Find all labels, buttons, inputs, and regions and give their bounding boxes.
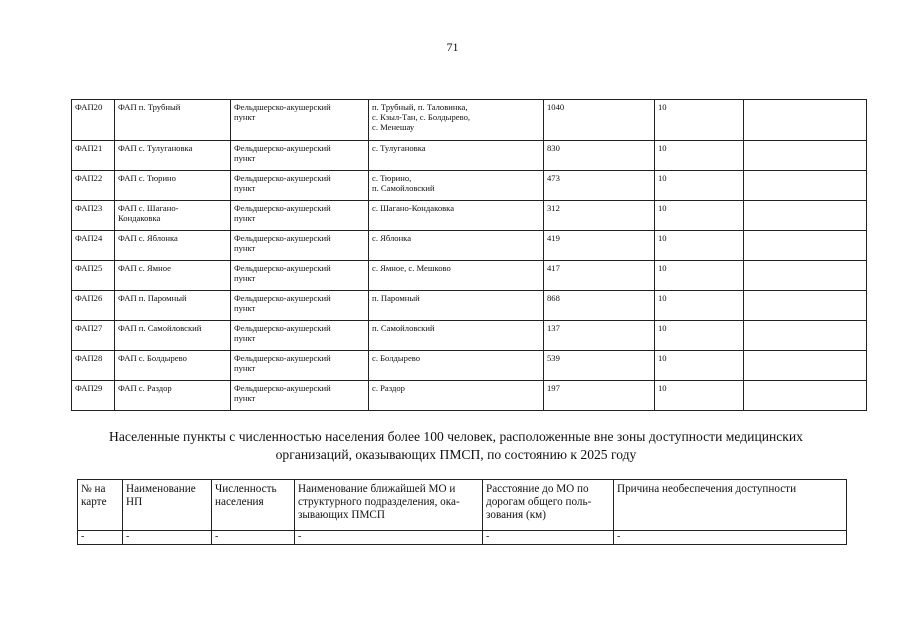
fap-code: ФАП28 [72,351,115,381]
header-reason: Причина необеспечения доступности [614,480,847,531]
fap-name: ФАП с. Тулугановка [115,141,231,171]
settlements-table [77,479,847,545]
fap-name: ФАП п. Трубный [115,100,231,141]
fap-type: Фельдшерско-акушерский пункт [231,261,369,291]
fap-distance: 10 [655,261,744,291]
fap-code: ФАП25 [72,261,115,291]
table-cell: - [614,531,847,545]
fap-note [744,231,867,261]
fap-settlements: с. Болдырево [369,351,544,381]
fap-settlements: п. Трубный, п. Таловинка, с. Кзыл-Тан, с. Болдырево, с. Менешау [369,100,544,141]
fap-code: ФАП23 [72,201,115,231]
fap-distance: 10 [655,351,744,381]
fap-name: ФАП с. Шагано- Кондаковка [115,201,231,231]
fap-type: Фельдшерско-акушерский пункт [231,351,369,381]
fap-code: ФАП27 [72,321,115,351]
fap-type: Фельдшерско-акушерский пункт [231,201,369,231]
fap-settlements: п. Паромный [369,291,544,321]
fap-note [744,171,867,201]
fap-name: ФАП с. Тюрино [115,171,231,201]
table-row [72,171,867,201]
table-row [72,321,867,351]
fap-name: ФАП с. Яблонка [115,231,231,261]
section-heading: Населенные пункты с численностью населения более 100 человек, расположенные вне зоны доступности медицинских организаций, оказывающих ПМСП, по состоянию к 2025 году [109,429,803,462]
fap-distance: 10 [655,231,744,261]
fap-population: 419 [544,231,655,261]
fap-settlements: с. Раздор [369,381,544,411]
header-nearest-mo: Наименование ближайшей МО и структурного подразделения, ока- зывающих ПМСП [295,480,483,531]
fap-note [744,100,867,141]
table-row [72,291,867,321]
fap-name: ФАП с. Раздор [115,381,231,411]
fap-population: 830 [544,141,655,171]
fap-distance: 10 [655,291,744,321]
table-row [72,231,867,261]
fap-name: ФАП с. Ямное [115,261,231,291]
fap-distance: 10 [655,141,744,171]
fap-note [744,201,867,231]
header-distance: Расстояние до МО по дорогам общего поль- зования (км) [483,480,614,531]
fap-code: ФАП29 [72,381,115,411]
fap-population: 473 [544,171,655,201]
fap-name: ФАП п. Паромный [115,291,231,321]
fap-type: Фельдшерско-акушерский пункт [231,381,369,411]
fap-type: Фельдшерско-акушерский пункт [231,321,369,351]
fap-population: 137 [544,321,655,351]
fap-note [744,381,867,411]
fap-name: ФАП с. Болдырево [115,351,231,381]
fap-code: ФАП20 [72,100,115,141]
fap-distance: 10 [655,381,744,411]
fap-distance: 10 [655,171,744,201]
page-number: 71 [446,40,459,54]
fap-population: 312 [544,201,655,231]
table-row [78,531,847,545]
fap-note [744,351,867,381]
fap-code: ФАП26 [72,291,115,321]
fap-note [744,291,867,321]
table-header-row [78,480,847,531]
fap-settlements: с. Тюрино, п. Самойловский [369,171,544,201]
fap-settlements: с. Тулугановка [369,141,544,171]
fap-type: Фельдшерско-акушерский пункт [231,141,369,171]
fap-note [744,141,867,171]
fap-settlements: п. Самойловский [369,321,544,351]
table-cell: - [212,531,295,545]
fap-population: 868 [544,291,655,321]
header-map-number: № на карте [78,480,123,531]
table-cell: - [123,531,212,545]
header-settlement-name: Наименование НП [123,480,212,531]
fap-settlements: с. Яблонка [369,231,544,261]
fap-population: 539 [544,351,655,381]
table-row [72,261,867,291]
table-cell: - [483,531,614,545]
fap-distance: 10 [655,201,744,231]
fap-population: 1040 [544,100,655,141]
fap-type: Фельдшерско-акушерский пункт [231,100,369,141]
table-cell: - [78,531,123,545]
table-row [72,100,867,141]
fap-settlements: с. Шагано-Кондаковка [369,201,544,231]
fap-settlements: с. Ямное, с. Мешково [369,261,544,291]
fap-distance: 10 [655,100,744,141]
table-row [72,201,867,231]
table-row [72,141,867,171]
fap-type: Фельдшерско-акушерский пункт [231,231,369,261]
table-cell: - [295,531,483,545]
fap-code: ФАП21 [72,141,115,171]
fap-population: 197 [544,381,655,411]
header-population: Численность населения [212,480,295,531]
fap-table [71,99,867,411]
fap-type: Фельдшерско-акушерский пункт [231,171,369,201]
fap-name: ФАП п. Самойловский [115,321,231,351]
fap-code: ФАП22 [72,171,115,201]
table-row [72,381,867,411]
fap-type: Фельдшерско-акушерский пункт [231,291,369,321]
table-row [72,351,867,381]
fap-code: ФАП24 [72,231,115,261]
fap-distance: 10 [655,321,744,351]
fap-note [744,261,867,291]
fap-population: 417 [544,261,655,291]
fap-note [744,321,867,351]
